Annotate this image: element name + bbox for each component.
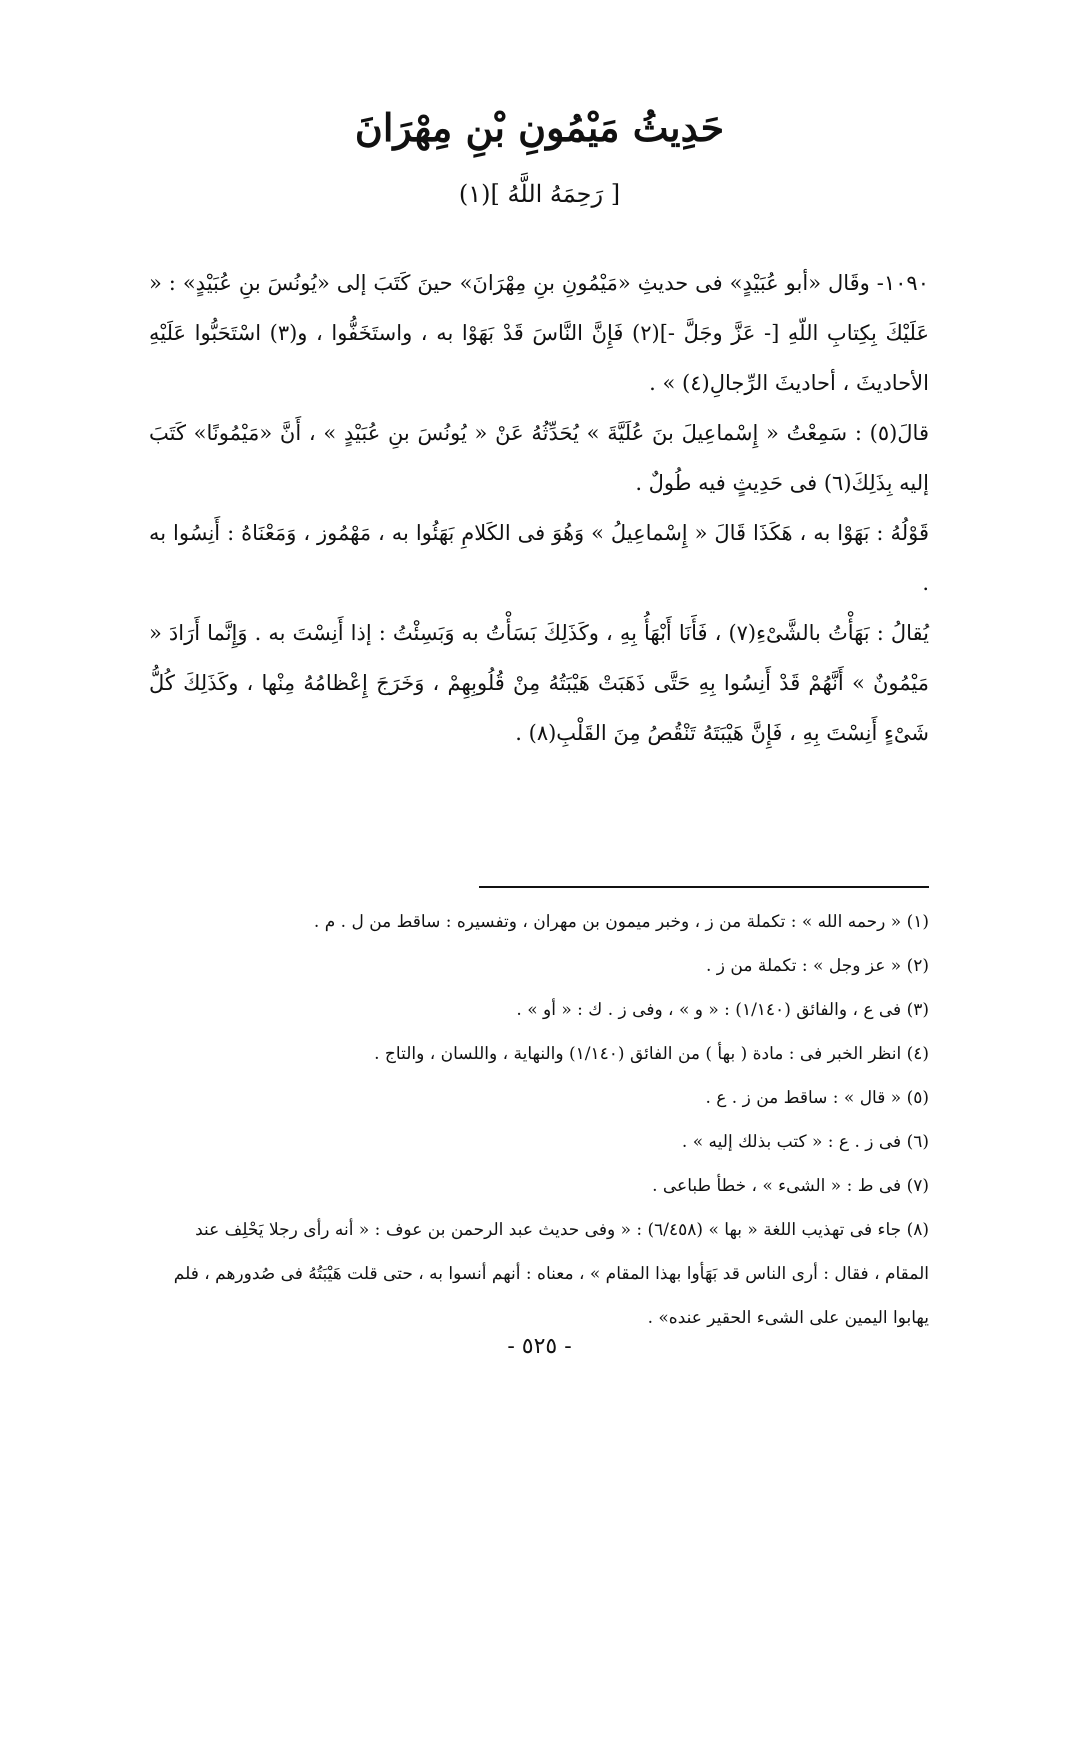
footnote-5: (٥) « قال » : ساقط من ز . ع . bbox=[705, 1088, 929, 1108]
footnote-8: (٨) جاء فى تهذيب اللغة « بها » (٦/٤٥٨) : « وفى حديث عبد الرحمن بن عوف : « أنه رأى رجلا يَحْلِف عند المقام ، فقال : أرى الناس قد بَهَأوا بهذا المقام » ، معناه : أنهم أنسوا به ، حتى قلت هَيْبَتُهُ فى صُدورهم ، فلم يهابوا اليمين على الشىء الحقير عنده» . bbox=[173, 1220, 929, 1328]
chapter-title: حَدِيثُ مَيْمُونِ بْنِ مِهْرَانَ bbox=[354, 105, 725, 150]
footnote-divider bbox=[479, 886, 929, 888]
footnote-6: (٦) فى ز . ع : « كتب بذلك إليه » . bbox=[681, 1132, 929, 1152]
main-text bbox=[149, 258, 929, 758]
paragraph-2: قالَ(٥) : سَمِعْتُ « إِسْماعِيلَ بنَ عُلَيَّةَ » يُحَدِّثُهُ عَنْ « يُونُسَ بنِ عُبَيْدٍ » ، أَنَّ «مَيْمُونًا» كَتَبَ إليه بِذَلِكَ(٦) فى حَدِيثٍ فيه طُولٌ . bbox=[149, 421, 929, 495]
footnotes bbox=[149, 900, 929, 1340]
chapter-subtitle: [ رَحِمَهُ اللَّهُ ](١) bbox=[458, 180, 621, 208]
paragraph-4: يُقالُ : بَهَأْتُ بالشَّىْءِ(٧) ، فَأَنَا أَبْهَأُ بِهِ ، وكَذَلِكَ بَسَأْتُ به وَبَسِئْتُ : إذا أَنِسْتَ به . وَإِنَّما أَرَادَ « مَيْمُونٌ » أَنَّهُمْ قَدْ أَنِسُوا بِهِ حَتَّى ذَهَبَتْ هَيْبَتُهُ مِنْ قُلُوبِهِمْ ، وَخَرَجَ إِعْظامُهُ مِنْها ، وكَذَلِكَ كُلُّ شَىْءٍ أَنِسْتَ بِهِ ، فَإِنَّ هَيْبَتَهُ تَنْقُصُ مِنَ القَلْبِ(٨) . bbox=[149, 621, 929, 745]
page-number: - ٥٢٥ - bbox=[507, 1334, 572, 1359]
paragraph-1: ١٠٩٠- وقَال «أبو عُبَيْدٍ» فى حديثِ «مَيْمُونِ بنِ مِهْرَانَ» حينَ كَتَبَ إلى «يُونُسَ بنِ عُبَيْدٍ» : « عَلَيْكَ بِكِتابِ اللّهِ [- عَزَّ وجَلَّ -](٢) فَإِنَّ النَّاسَ قَدْ بَهَوْا به ، واستَخَفُّوا ، و(٣) اسْتَحَبُّوا عَلَيْهِ الأحاديثَ ، أحاديثَ الرِّجالِ(٤) » . bbox=[149, 271, 930, 395]
footnote-4: (٤) انظر الخبر فى : مادة ( بهأ ) من الفائق (١/١٤٠) والنهاية ، واللسان ، والتاج . bbox=[374, 1044, 929, 1064]
footnote-3: (٣) فى ع ، والفائق (١/١٤٠) : « و » ، وفى ز . ك : « أو » . bbox=[516, 1000, 929, 1020]
paragraph-3: قَوْلُهُ : بَهَوْا به ، هَكَذَا قَالَ « إِسْماعِيلُ » وَهُوَ فى الكَلامِ بَهَئُوا به ، مَهْمُوز ، وَمَعْنَاهُ : أَنِسُوا به . bbox=[149, 521, 929, 595]
footnote-1: (١) « رحمه الله » : تكملة من ز ، وخبر ميمون بن مهران ، وتفسيره : ساقط من ل . م . bbox=[313, 912, 929, 932]
footnote-2: (٢) « عز وجل » : تكملة من ز . bbox=[705, 956, 929, 976]
footnote-7: (٧) فى ط : « الشىء » ، خطأ طباعى . bbox=[652, 1176, 929, 1196]
